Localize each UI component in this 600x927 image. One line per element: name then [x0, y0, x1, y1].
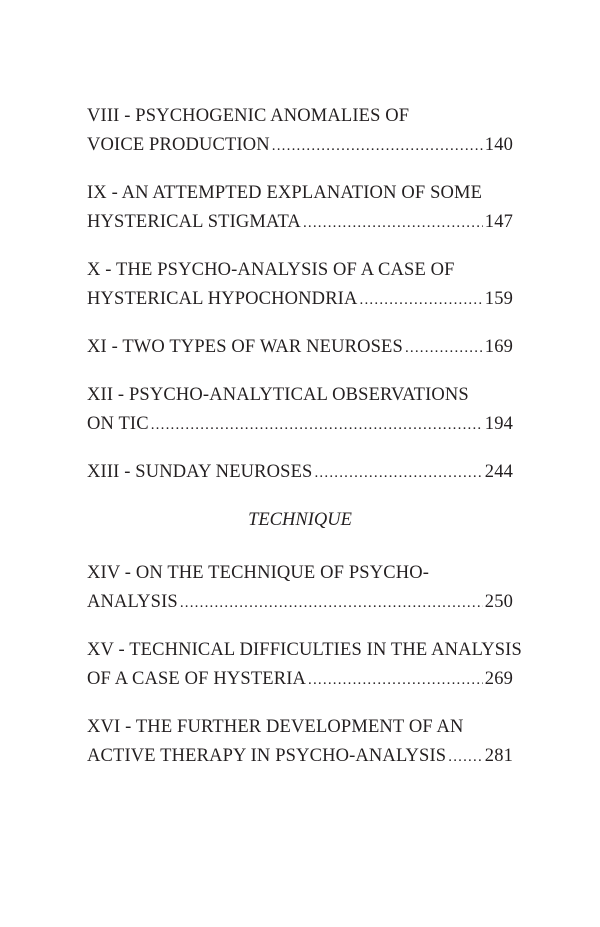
toc-entry-title-line: XI - TWO TYPES OF WAR NEUROSES — [87, 337, 403, 357]
toc-entry-xv — [87, 636, 522, 695]
toc-entry-title-line: IX - AN ATTEMPTED EXPLANATION OF SOME — [87, 183, 483, 203]
toc-entry-title-line: XVI - THE FURTHER DEVELOPMENT OF AN — [87, 717, 464, 737]
toc-page-number: 140 — [484, 135, 513, 155]
toc-entry-title-line: XV - TECHNICAL DIFFICULTIES IN THE ANALYSIS — [87, 640, 522, 660]
toc-entry-title-line: OF A CASE OF HYSTERIA — [87, 669, 307, 689]
table-of-contents — [87, 102, 522, 790]
toc-page-number: 250 — [484, 592, 513, 612]
toc-entry-xiii — [87, 458, 513, 488]
dot-leader — [151, 411, 483, 440]
dot-leader — [180, 589, 483, 618]
dot-leader — [448, 743, 483, 772]
toc-entry-title-line: ANALYSIS — [87, 592, 178, 612]
toc-entry-title-line: ON TIC — [87, 414, 149, 434]
toc-entry-xii — [87, 381, 513, 440]
section-heading: TECHNIQUE — [248, 510, 352, 530]
toc-entry-xiv — [87, 559, 513, 618]
dot-leader — [303, 209, 483, 238]
dot-leader — [308, 666, 483, 695]
toc-entry-title-line: VOICE PRODUCTION — [87, 135, 270, 155]
toc-entry-title-line: XIV - ON THE TECHNIQUE OF PSYCHO- — [87, 563, 430, 583]
toc-page-number: 169 — [484, 337, 513, 357]
toc-page-number: 147 — [484, 212, 513, 232]
toc-entry-title-line: XII - PSYCHO-ANALYTICAL OBSERVATIONS — [87, 385, 469, 405]
toc-entry-title-line: XIII - SUNDAY NEUROSES — [87, 462, 313, 482]
toc-entry-viii — [87, 102, 513, 161]
toc-page-number: 244 — [484, 462, 513, 482]
toc-entry-title-line: ACTIVE THERAPY IN PSYCHO-ANALYSIS — [87, 746, 447, 766]
toc-entry-xvi — [87, 713, 513, 772]
dot-leader — [405, 334, 483, 363]
toc-page-number: 159 — [484, 289, 513, 309]
dot-leader — [272, 132, 483, 161]
dot-leader — [314, 459, 482, 488]
toc-entry-title-line: HYSTERICAL STIGMATA — [87, 212, 301, 232]
toc-entry-ix — [87, 179, 513, 238]
toc-entry-xi — [87, 333, 513, 363]
dot-leader — [360, 286, 483, 315]
toc-entry-title-line: HYSTERICAL HYPOCHONDRIA — [87, 289, 358, 309]
toc-entry-x — [87, 256, 513, 315]
toc-page-number: 269 — [484, 669, 513, 689]
toc-entry-title-line: X - THE PSYCHO-ANALYSIS OF A CASE OF — [87, 260, 455, 280]
toc-page-number: 281 — [484, 746, 513, 766]
toc-entry-title-line: VIII - PSYCHOGENIC ANOMALIES OF — [87, 106, 410, 126]
toc-page-number: 194 — [484, 414, 513, 434]
